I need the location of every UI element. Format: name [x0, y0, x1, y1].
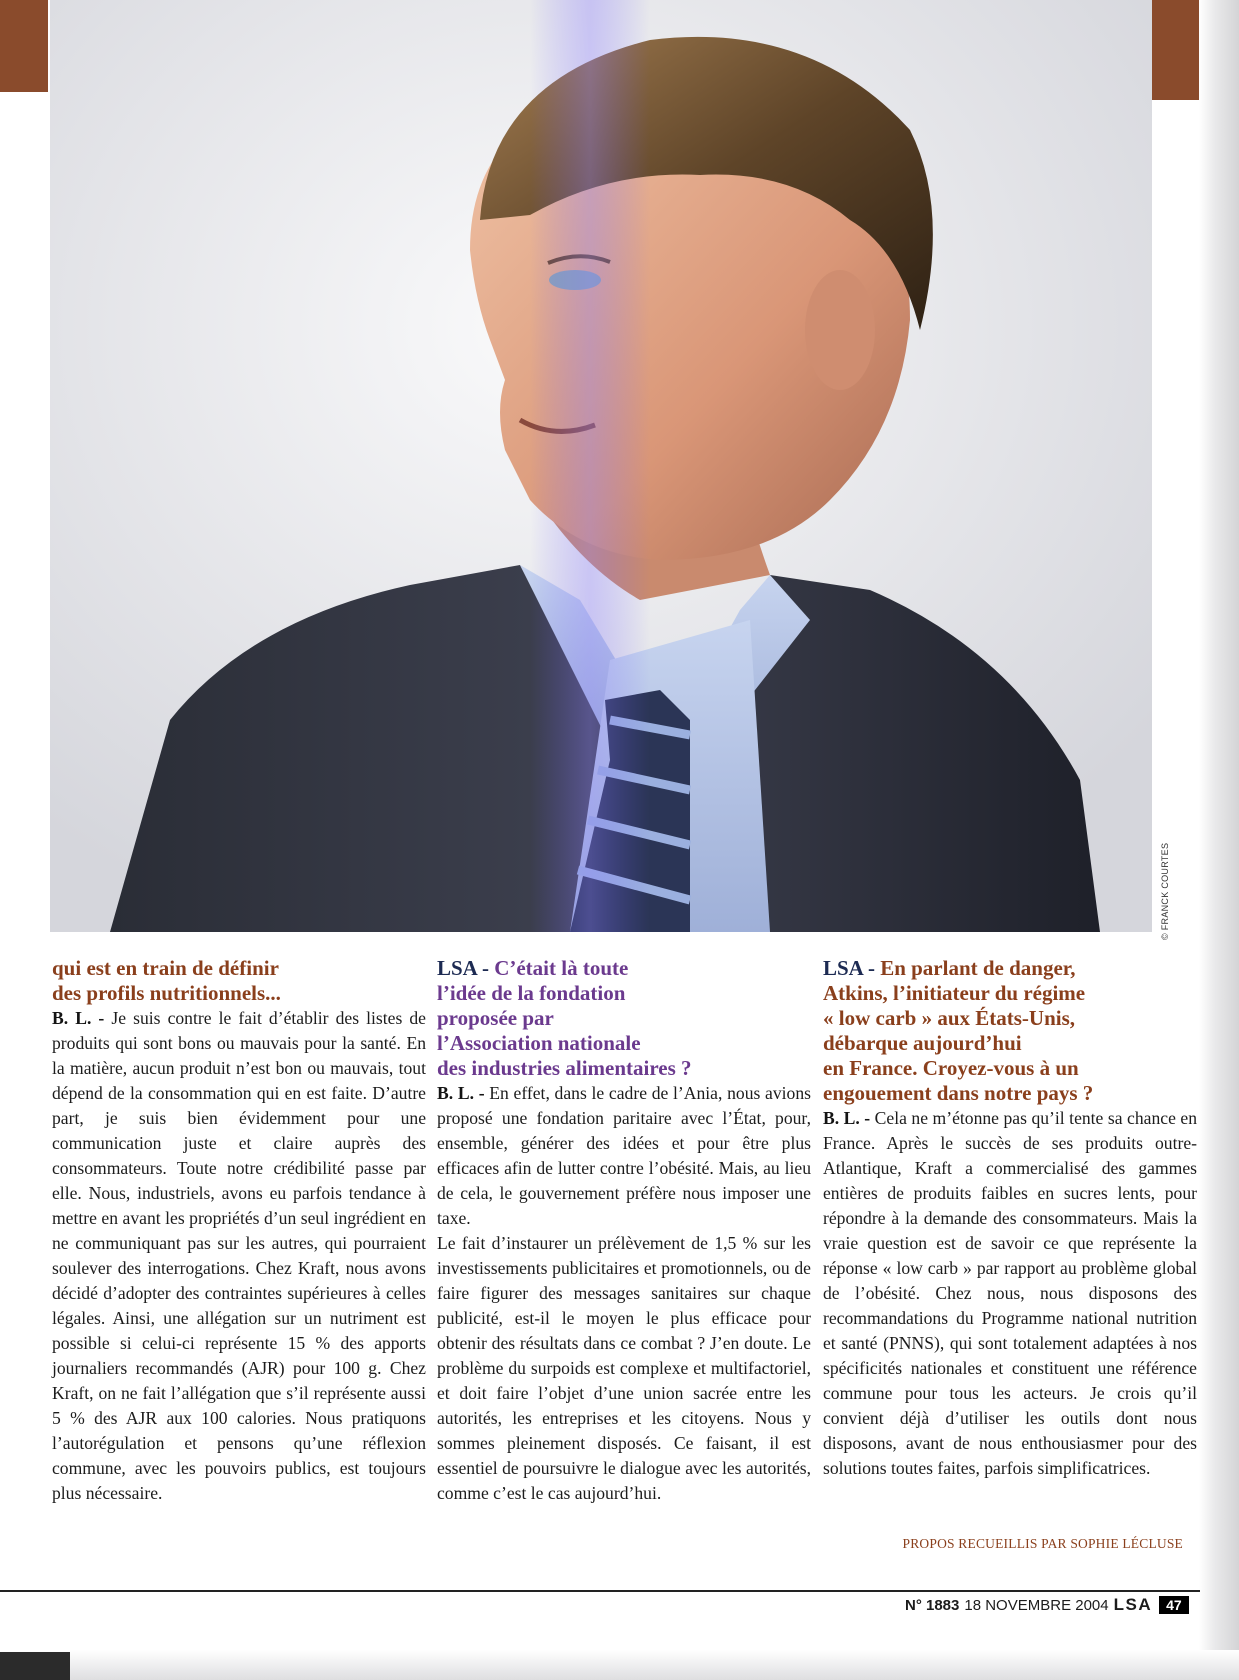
question-3-line-4: débarque aujourd’hui: [823, 1031, 1022, 1055]
page-number: 47: [1159, 1596, 1189, 1614]
column-3: [823, 956, 1197, 1481]
page-bottom-shadow: [0, 1650, 1239, 1680]
byline: PROPOS RECUEILLIS PAR SOPHIE LÉCLUSE: [902, 1536, 1183, 1551]
question-3-lsa-label: LSA -: [823, 956, 875, 980]
photo-credit: © FRANCK COURTES: [1160, 842, 1170, 940]
question-1: [52, 956, 426, 1006]
folio: [905, 1594, 1189, 1616]
question-2-line-1: C’était là toute: [488, 956, 629, 980]
answer-3-text: Cela ne m’étonne pas qu’il tente sa chance en France. Après le succès de ses produits outre-Atlantique, Kraft a commercialisé des gammes entières de produits faibles en sucres lents, pour répondre à la demande des consommateurs. Mais la vraie question est de savoir ce que représente la réponse « low carb » par rapport au problème global de l’obésité. Chez nous, nous disposons des recommandations du Programme national nutrition et santé (PNNS), qui sont totalement adaptées à nos spécificités nationales et constituent une référence commune pour tous les acteurs. Je crois qu’il convient déjà d’utiliser les outils dont nous disposons, avant de nous enthousiasmer pour des solutions toutes faites, parfois simplificatrices.: [823, 1108, 1197, 1478]
question-3-line-2: Atkins, l’initiateur du régime: [823, 981, 1086, 1005]
question-3: [823, 956, 1197, 1106]
question-2-line-5: des industries alimentaires ?: [437, 1056, 692, 1080]
question-3-line-6: engouement dans notre pays ?: [823, 1081, 1094, 1105]
question-1-line-1: qui est en train de définir: [52, 956, 279, 980]
question-1-line-2: des profils nutritionnels...: [52, 981, 281, 1005]
footer-rule: [0, 1590, 1200, 1592]
issue-date: 18 NOVEMBRE 2004: [964, 1596, 1109, 1614]
answer-3-initials: B. L. -: [823, 1108, 871, 1128]
answer-1: [52, 1006, 426, 1506]
answer-1-initials: B. L. -: [52, 1008, 105, 1028]
answer-2-text: En effet, dans le cadre de l’Ania, nous avions proposé une fondation paritaire avec l’État, pour, ensemble, générer des idées et pour être plus efficaces afin de lutter contre l’obésité. Mais, au lieu de cela, le gouvernement préfère nous imposer une taxe.: [437, 1083, 811, 1228]
issue-number: N° 1883: [905, 1596, 960, 1614]
answer-1-text: Je suis contre le fait d’établir des listes de produits qui sont bons ou mauvais pour la santé. En la matière, aucun produit n’est bon ou mauvais, tout dépend de la consommation qui en est faite. D’autre part, je suis bien évidemment pour une communication juste et claire auprès des consommateurs. Toute notre crédibilité passe par elle. Nous, industriels, avons eu parfois tendance à mettre en avant les propriétés d’un seul ingrédient en ne communiquant pas sur les autres, qui pourraient soulever des interrogations. Chez Kraft, nous avons décidé d’adopter des contraintes supérieures à celles légales. Ainsi, une allégation sur un nutriment est possible si celui-ci représente 15 % des apports journaliers recommandés (AJR) pour 100 g. Chez Kraft, on ne fait l’allégation que s’il représente aussi 5 % des AJR aux 100 calories. Nous pratiquons l’autorégulation et pensons qu’une réflexion commune, avec les pouvoirs publics, est toujours plus nécessaire.: [52, 1008, 426, 1503]
question-3-line-1: En parlant de danger,: [874, 956, 1076, 980]
column-2: [437, 956, 811, 1506]
answer-2-initials: B. L. -: [437, 1083, 485, 1103]
page-edge-shadow: [1199, 0, 1239, 1680]
question-2-lsa-label: LSA -: [437, 956, 489, 980]
question-2-line-4: l’Association nationale: [437, 1031, 641, 1055]
question-3-line-3: « low carb » aux États-Unis,: [823, 1006, 1076, 1030]
answer-3: [823, 1106, 1197, 1481]
question-3-line-5: en France. Croyez-vous à un: [823, 1056, 1079, 1080]
question-2-line-2: l’idée de la fondation: [437, 981, 626, 1005]
answer-2: [437, 1081, 811, 1231]
magazine-logo: LSA: [1113, 1595, 1153, 1614]
portrait-photo: [50, 0, 1152, 932]
question-2-line-3: proposée par: [437, 1006, 554, 1030]
question-2: [437, 956, 811, 1081]
answer-2-paragraph-2: Le fait d’instaurer un prélèvement de 1,5 % sur les investissements publicitaires et promotionnels, ou de faire figurer des messages sanitaires sur chaque publicité, est-il le moyen le plus efficace pour obtenir des résultats dans ce combat ? J’en doute. Le problème du surpoids est complexe et multifactoriel, et doit faire l’objet d’une union sacrée entre les autorités, les entreprises et les citoyens. Nous y sommes pleinement disposés. Ce faisant, il est essentiel de poursuivre le dialogue avec les autorités, comme c’est le cas aujourd’hui.: [437, 1233, 811, 1503]
portrait-illustration: [50, 0, 1152, 932]
scan-edge: [0, 1652, 70, 1680]
color-tab-left: [0, 0, 48, 92]
column-1: [52, 956, 426, 1506]
color-tab-right: [1152, 0, 1202, 100]
